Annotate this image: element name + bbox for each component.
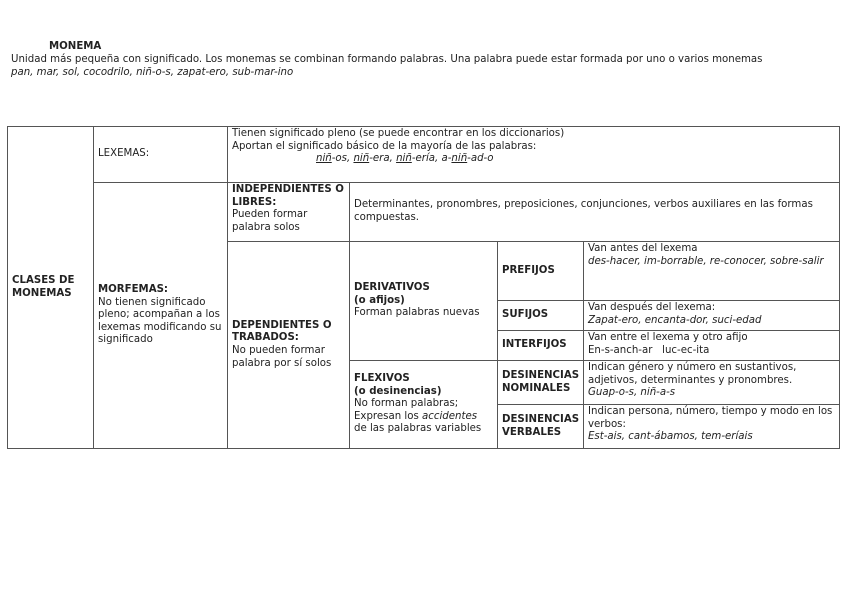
- nominales-examples: Guap-o-s, niñ-a-s: [588, 387, 676, 399]
- verbales-examples: Est-ais, cant-ábamos, tem-eríais: [588, 431, 753, 443]
- verbales-desc-cell: [584, 405, 840, 449]
- lexemas-label-cell: [94, 127, 228, 183]
- nominales-label-cell: [498, 361, 584, 405]
- interfijos-label: INTERFIJOS: [502, 339, 567, 351]
- independientes-cell: [228, 183, 350, 242]
- lexemas-line2: Aportan el significado básico de la mayoría de las palabras:: [232, 140, 537, 152]
- clases-cell: [8, 127, 94, 449]
- nominales-desc: Indican género y número en sustantivos, adjetivos, determinantes y pronombres.: [588, 362, 797, 386]
- sufijos-label: SUFIJOS: [502, 309, 549, 321]
- independientes-content-cell: [350, 183, 840, 242]
- dependientes-label: DEPENDIENTES O TRABADOS:: [232, 319, 332, 344]
- lexema-root: niñ: [316, 153, 332, 165]
- verbales-desc: Indican persona, número, tiempo y modo en los verbos:: [588, 406, 833, 430]
- lexema-root: niñ: [353, 153, 370, 165]
- independientes-content: Determinantes, pronombres, preposiciones, conjunciones, verbos auxiliares en las formas compuestas.: [354, 199, 813, 223]
- sufijos-desc-cell: [584, 301, 840, 331]
- interfijos-desc: Van entre el lexema y otro afijo: [588, 332, 748, 343]
- lexema-suffix: -ad-o: [467, 153, 494, 165]
- independientes-label: INDEPENDIENTES O LIBRES:: [232, 184, 344, 208]
- dependientes-desc: No pueden formar palabra por sí solos: [232, 345, 332, 369]
- lexema-suffix: -era,: [369, 153, 397, 165]
- lexemas-label: LEXEMAS:: [98, 148, 150, 160]
- lexemas-line1: Tienen significado pleno (se puede encontrar en los diccionarios): [232, 128, 565, 139]
- sufijos-examples: Zapat-ero, encanta-dor, suci-edad: [588, 314, 762, 326]
- lexema-root: niñ: [451, 153, 468, 165]
- definition-examples: pan, mar, sol, cocodrilo, niñ-o-s, zapat-ero, sub-mar-ino: [11, 67, 294, 78]
- nominales-desc-cell: [584, 361, 840, 405]
- flexivos-desc2a: Expresan los: [354, 410, 423, 422]
- prefijos-label: PREFIJOS: [502, 264, 555, 276]
- flexivos-desc1: No forman palabras;: [354, 398, 459, 410]
- lexemas-examples: [232, 153, 835, 166]
- derivativos-desc: Forman palabras nuevas: [354, 307, 480, 319]
- derivativos-label: DERIVATIVOS: [354, 282, 430, 294]
- interfijos-examples: En-s-anch-ar luc-ec-ita: [588, 344, 710, 356]
- nominales-label: DESINENCIAS NOMINALES: [502, 369, 580, 394]
- flexivos-desc2: [354, 411, 493, 424]
- derivativos-cell: [350, 242, 498, 361]
- prefijos-label-cell: [498, 242, 584, 301]
- monemas-table: [7, 126, 840, 449]
- flexivos-cell: [350, 361, 498, 449]
- table-row: [8, 127, 840, 183]
- prefijos-desc-cell: [584, 242, 840, 301]
- flexivos-label: FLEXIVOS: [354, 373, 410, 385]
- morfemas-desc: No tienen significado pleno; acompañan a los lexemas modificando su significado: [98, 296, 222, 346]
- flexivos-desc3: de las palabras variables: [354, 423, 482, 435]
- derivativos-sub: (o afijos): [354, 294, 405, 306]
- verbales-label-cell: [498, 405, 584, 449]
- lexemas-desc-cell: [228, 127, 840, 183]
- verbales-label: DESINENCIAS VERBALES: [502, 413, 580, 438]
- morfemas-cell: [94, 183, 228, 449]
- morfemas-label: MORFEMAS:: [98, 284, 168, 296]
- flexivos-desc2b: accidentes: [422, 410, 478, 422]
- sufijos-desc: Van después del lexema:: [588, 302, 716, 313]
- prefijos-desc: Van antes del lexema: [588, 243, 698, 254]
- prefijos-examples: des-hacer, im-borrable, re-conocer, sobre-salir: [588, 255, 824, 267]
- page-title: MONEMA: [49, 41, 102, 52]
- dependientes-cell: [228, 242, 350, 449]
- interfijos-desc-cell: [584, 331, 840, 361]
- lexema-suffix: -os,: [331, 153, 354, 165]
- sufijos-label-cell: [498, 301, 584, 331]
- header: [11, 40, 841, 79]
- flexivos-sub: (o desinencias): [354, 385, 442, 397]
- lexema-root: niñ: [396, 153, 412, 165]
- interfijos-label-cell: [498, 331, 584, 361]
- table-row: [8, 183, 840, 242]
- independientes-desc: Pueden formar palabra solos: [232, 209, 308, 233]
- definition: Unidad más pequeña con significado. Los monemas se combinan formando palabras. Una palabra puede estar formada por uno o varios monemas: [11, 54, 763, 65]
- clases-label: CLASES DE MONEMAS: [12, 274, 75, 299]
- lexema-suffix: -ería, a-: [411, 153, 452, 165]
